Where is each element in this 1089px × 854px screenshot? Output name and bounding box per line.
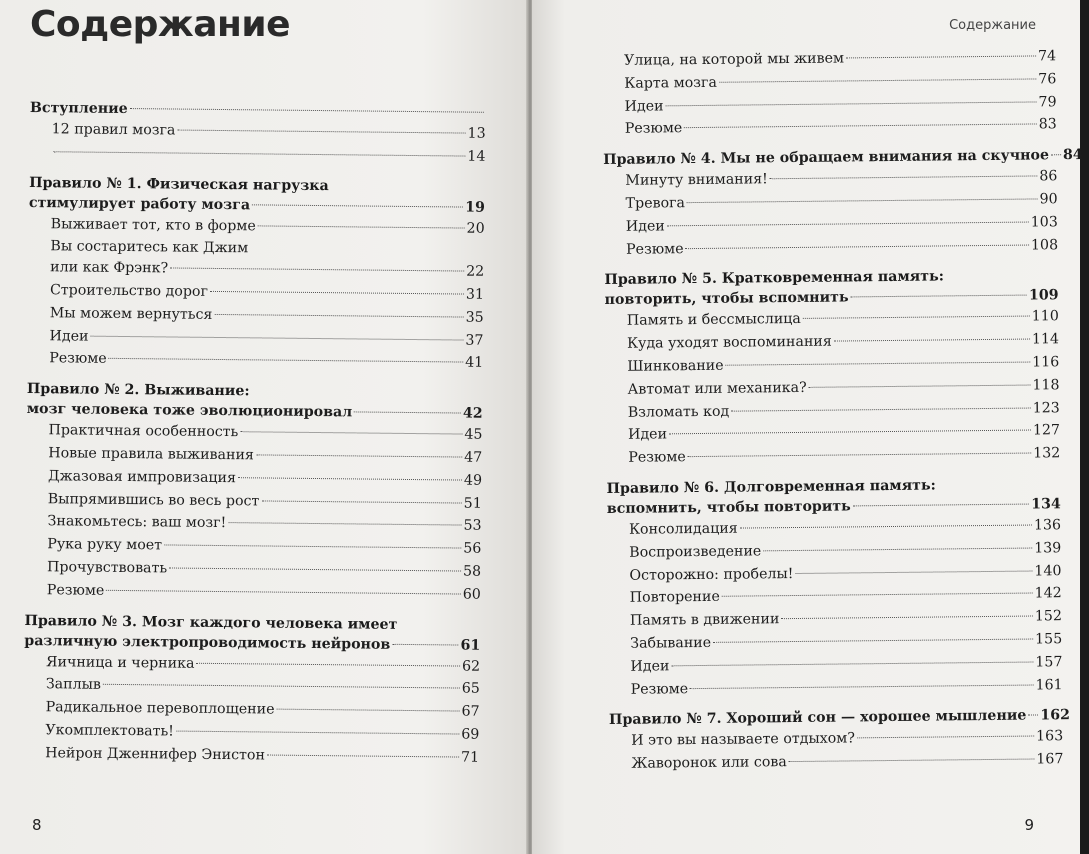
toc-entry-text: Идеи [630, 658, 670, 675]
toc-entry [23, 742, 479, 770]
dot-leader [214, 314, 463, 318]
toc-entry-text: Автомат или механика? [627, 379, 807, 398]
toc-entry-page: 116 [1032, 354, 1060, 371]
toc-entry-page: 22 [466, 263, 485, 280]
toc-entry-text: И это вы называете отдыхом? [631, 730, 855, 750]
dot-leader [130, 108, 484, 113]
dot-leader [688, 453, 1031, 458]
dot-leader [1051, 154, 1061, 155]
toc-entry-page: 132 [1033, 445, 1061, 462]
toc-entry-text: Резюме [46, 581, 105, 599]
toc-entry-page: 142 [1034, 585, 1062, 602]
toc-entry-page: 58 [462, 563, 482, 580]
toc-entry-page: 49 [463, 472, 483, 489]
toc-right [602, 45, 1083, 785]
toc-entry-text: Рука руку моет [47, 536, 163, 554]
toc-entry-text: Идеи [627, 426, 668, 444]
dot-leader [684, 124, 1036, 129]
toc-entry-text: Куда уходят воспоминания [626, 333, 832, 352]
toc-entry-text: Мы можем вернуться [49, 305, 213, 323]
dot-leader [795, 570, 1032, 573]
toc-entry [28, 302, 484, 330]
dot-leader [851, 295, 1027, 298]
toc-section [608, 706, 1071, 776]
toc-entry-text: Радикальное перевоплощение [45, 699, 275, 718]
toc-heading-text: вспомнить, чтобы повторить [606, 498, 851, 517]
dot-leader [392, 643, 458, 645]
toc-entry-page: 51 [463, 495, 482, 512]
toc-section [27, 173, 485, 375]
toc-entry-page: 56 [463, 540, 482, 557]
toc-entry-text: Тревога [625, 195, 686, 212]
toc-entry-text: Забывание [630, 634, 712, 652]
dot-leader [1028, 715, 1038, 716]
toc-entry-text: Улица, на которой мы живем [624, 50, 845, 69]
toc-entry-page: 14 [467, 148, 486, 165]
toc-heading-page: 61 [460, 637, 481, 654]
dot-leader [722, 593, 1033, 597]
toc-entry-page: 62 [461, 658, 481, 675]
dot-leader [228, 522, 461, 525]
toc-left [23, 98, 486, 778]
toc-entry-text: Новые правила выживания [48, 445, 254, 464]
toc-heading-text: Правило № 7. Хороший сон — хорошее мышление [608, 707, 1027, 729]
toc-entry-page: 108 [1030, 236, 1059, 254]
dot-leader [252, 204, 463, 207]
toc-entry-text: Идеи [625, 218, 665, 235]
toc-entry-text: 12 правил мозга [51, 121, 176, 139]
toc-heading-text: различную электропроводимость нейронов [24, 632, 391, 653]
toc-entry-page: 35 [465, 309, 484, 326]
toc-entry-text: Шинкование [627, 357, 724, 375]
toc-entry [30, 118, 486, 146]
toc-entry-page: 103 [1030, 214, 1058, 231]
dot-leader [53, 151, 465, 156]
toc-entry-page: 69 [461, 726, 480, 743]
toc-entry [609, 748, 1063, 776]
toc-heading-line: Правило № 6. Долговременная память: [606, 477, 936, 497]
toc-heading-page: 84 [1062, 147, 1083, 164]
toc-entry-text: или как Фрэнк? [50, 259, 169, 277]
toc-heading [27, 379, 483, 424]
dot-leader [177, 130, 465, 134]
dot-leader [196, 662, 460, 666]
toc-entry-text: Идеи [49, 327, 89, 345]
toc-entry-text: Резюме [49, 350, 107, 368]
dot-leader [687, 198, 1038, 203]
toc-entry-text: Практичная особенность [48, 422, 239, 441]
toc-entry-page: 13 [467, 125, 486, 142]
dot-leader [106, 590, 460, 595]
toc-entry-text: Жаворонок или сова [631, 754, 787, 772]
toc-entry-text: Строительство дорог [49, 282, 209, 300]
dot-leader [726, 362, 1031, 366]
toc-entry-page: 118 [1032, 376, 1060, 394]
toc-entry-text: Прочувствовать [47, 559, 168, 577]
dot-leader [803, 316, 1030, 319]
dot-leader [176, 731, 459, 735]
dot-leader [719, 78, 1036, 82]
toc-heading [606, 474, 1060, 519]
running-head: Содержание [949, 18, 1036, 33]
dot-leader [238, 477, 462, 480]
toc-section [603, 145, 1083, 261]
dot-leader [666, 101, 1037, 106]
toc-entry-text: Резюме [626, 240, 684, 258]
toc-entry [609, 674, 1063, 702]
toc-entry-page: 86 [1039, 168, 1058, 185]
dot-leader [90, 335, 463, 340]
toc-section [25, 379, 483, 606]
toc-section [29, 98, 486, 168]
toc-entry [604, 234, 1058, 262]
dot-leader [169, 567, 461, 571]
toc-entry-page: 83 [1038, 116, 1057, 133]
toc-entry-page: 76 [1038, 71, 1057, 88]
dot-leader [164, 545, 461, 549]
toc-heading-text: мозг человека тоже эволюционировал [26, 401, 353, 421]
toc-entry [25, 579, 481, 607]
toc-section [604, 266, 1060, 470]
dot-leader [770, 176, 1037, 180]
toc-entry-page: 65 [461, 680, 480, 698]
dot-leader [240, 431, 462, 434]
toc-heading-line: Правило № 2. Выживание: [26, 381, 250, 400]
toc-heading-line: Правило № 1. Физическая нагрузка [29, 174, 329, 194]
dot-leader [354, 412, 461, 414]
toc-entry-page: 71 [460, 749, 480, 766]
dot-leader [256, 454, 462, 457]
dot-leader [789, 759, 1035, 763]
toc-entry [27, 347, 483, 375]
toc-heading-page: 42 [462, 405, 483, 422]
toc-heading-text: стимулирует работу мозга [28, 194, 251, 213]
toc-heading-page: 162 [1040, 707, 1071, 724]
toc-entry-page: 47 [464, 449, 483, 466]
dot-leader [170, 268, 464, 272]
toc-section-continued [602, 45, 1057, 141]
dot-leader [671, 661, 1033, 666]
dot-leader [103, 684, 460, 689]
toc-entry-page: 67 [461, 703, 480, 720]
toc-heading [24, 611, 480, 656]
toc-entry-page: 110 [1031, 308, 1059, 325]
toc-entry-page: 161 [1035, 676, 1063, 694]
dot-leader [781, 616, 1032, 620]
dot-leader [210, 291, 464, 295]
toc-entry-text: Резюме [630, 680, 689, 698]
toc-entry-page: 155 [1035, 631, 1063, 648]
dot-leader [846, 55, 1036, 58]
page-number-left: 8 [32, 816, 42, 834]
toc-entry-text: Укомплектовать! [45, 722, 175, 740]
toc-heading-line: Правило № 5. Кратковременная память: [604, 268, 944, 289]
dot-leader [690, 684, 1033, 689]
toc-entry-page: 157 [1035, 653, 1063, 671]
dot-leader [686, 244, 1029, 249]
toc-entry-page: 60 [462, 586, 481, 603]
toc-heading-page: 134 [1031, 496, 1061, 513]
dot-leader [834, 339, 1030, 342]
dot-leader [277, 709, 460, 712]
toc-entry-text: Осторожно: пробелы! [629, 565, 794, 584]
toc-entry-page: 31 [465, 286, 485, 303]
toc-entry-page: 167 [1036, 751, 1064, 768]
toc-entry-text: Вы состаритесь как Джим [50, 238, 249, 257]
toc-entry-text: Выпрямившись во весь рост [47, 490, 260, 509]
dot-leader [809, 384, 1031, 387]
toc-heading [604, 266, 1058, 311]
page-title: Содержание [30, 4, 291, 45]
toc-section [23, 611, 481, 770]
toc-entry-text: Выживает тот, кто в форме [50, 215, 256, 234]
toc-heading-text: повторить, чтобы вспомнить [604, 289, 849, 309]
toc-entry-page: 90 [1039, 191, 1058, 208]
dot-leader [763, 547, 1032, 551]
toc-entry-text: Джазовая импровизация [47, 467, 237, 486]
toc-entry-page: 152 [1034, 608, 1063, 625]
toc-heading-text: Вступление [29, 99, 128, 118]
dot-leader [109, 358, 463, 363]
dot-leader [731, 407, 1030, 411]
toc-entry-page: 53 [463, 517, 482, 535]
toc-entry-text: Минуту внимания! [625, 171, 768, 189]
toc-entry-text: Карта мозга [624, 74, 717, 92]
toc-entry-text: Яичница и черника [46, 653, 195, 672]
toc-entry-text: Взломать код [627, 403, 730, 421]
toc-entry-text: Память в движении [629, 611, 780, 629]
toc-entry-page: 41 [465, 354, 484, 372]
page-number-right: 9 [1024, 816, 1034, 834]
left-page [0, 0, 528, 854]
toc-entry-text: Воспроизведение [629, 543, 762, 561]
toc-entry-page: 79 [1038, 93, 1057, 111]
toc-entry-text: Резюме [624, 120, 683, 138]
toc-entry [606, 442, 1060, 470]
dot-leader [713, 638, 1033, 642]
right-page [532, 0, 1083, 854]
toc-entry-page: 114 [1031, 331, 1060, 348]
dot-leader [258, 225, 465, 228]
dot-leader [669, 430, 1031, 435]
toc-entry-page: 140 [1034, 562, 1062, 580]
toc-entry-text: Повторение [629, 589, 720, 607]
toc-heading-text: Правило № 4. Мы не обращаем внимания на скучное [603, 147, 1050, 169]
toc-entry-text: Консолидация [628, 520, 738, 538]
toc-entry-page: 136 [1033, 517, 1062, 534]
toc-entry-text: Память и бессмыслица [626, 311, 801, 330]
toc-heading-page: 19 [465, 199, 485, 216]
dot-leader [857, 736, 1034, 739]
toc-section [606, 474, 1062, 701]
toc-entry-page: 37 [465, 332, 484, 349]
toc-entry-page: 74 [1037, 48, 1057, 65]
dot-leader [261, 500, 461, 503]
toc-heading [29, 173, 485, 218]
toc-entry-text: Идеи [624, 97, 664, 115]
toc-entry-text: Знакомьтесь: ваш мозг! [47, 513, 227, 532]
toc-heading-page: 109 [1028, 287, 1059, 304]
dot-leader [853, 504, 1029, 507]
toc-entry-page: 163 [1036, 728, 1064, 745]
toc-entry-page: 139 [1034, 539, 1062, 557]
toc-heading-line: Правило № 3. Мозг каждого человека имеет [24, 612, 398, 633]
dot-leader [667, 221, 1029, 226]
toc-entry-page: 123 [1032, 399, 1060, 417]
toc-entry-page: 45 [464, 426, 483, 443]
toc-entry [29, 141, 485, 169]
toc-entry-text: Заплыв [45, 676, 101, 694]
dot-leader [740, 524, 1032, 528]
toc-entry-text: Резюме [628, 449, 686, 466]
dot-leader [267, 754, 459, 757]
toc-entry-page: 20 [466, 220, 485, 237]
toc-entry-text: Нейрон Дженнифер Энистон [45, 744, 266, 764]
toc-entry-page: 127 [1032, 422, 1061, 439]
toc-entry [603, 114, 1057, 142]
